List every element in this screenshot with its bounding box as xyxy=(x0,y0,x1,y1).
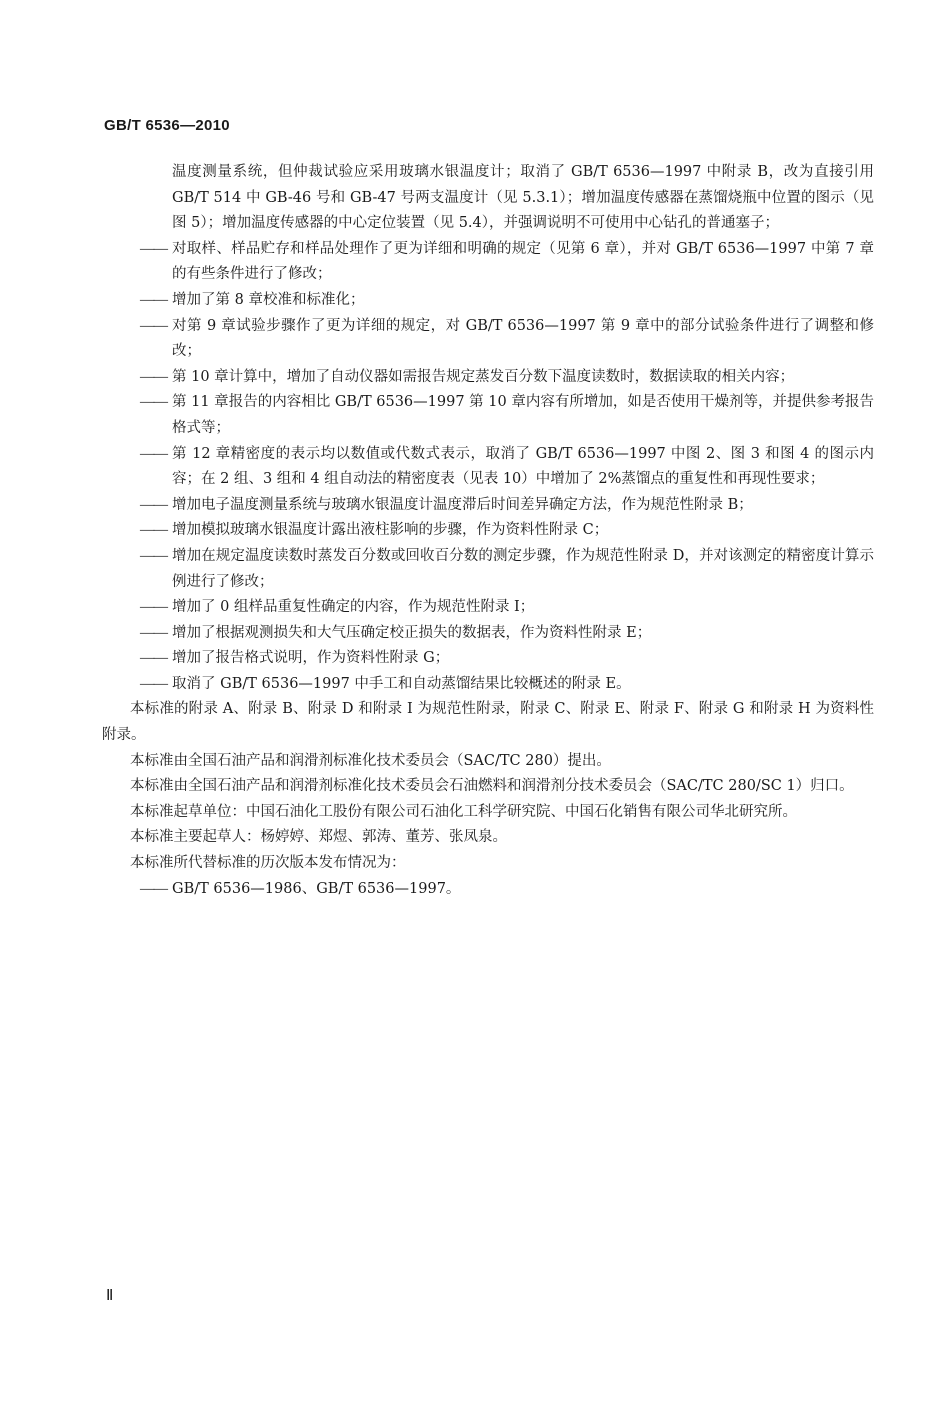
dash-marker: —— xyxy=(140,496,167,513)
page-number: Ⅱ xyxy=(106,1288,114,1304)
dash-marker: —— xyxy=(140,394,167,411)
change-text: 第 12 章精密度的表示均以数值或代数式表示，取消了 GB/T 6536—1997 中图 2、图 3 和图 4 的图示内容；在 2 组、3 组和 4 组自动法的精密度表（见表 10）中增加了 2%蒸馏点的重复性和再现性要求； xyxy=(172,445,874,488)
change-text: 第 10 章计算中，增加了自动仪器如需报告规定蒸发百分数下温度读数时，数据读取的相关内容； xyxy=(172,368,795,385)
continuation-paragraph: 温度测量系统，但仲裁试验应采用玻璃水银温度计；取消了 GB/T 6536—1997 中附录 B，改为直接引用 GB/T 514 中 GB-46 号和 GB-47 号两支温度计（见 5.3.1）；增加温度传感器在蒸馏烧瓶中位置的图示（见图 5）；增加温度传感器的中心定位装置（见 5.4），并强调说明不可使用中心钻孔的普通塞子； xyxy=(172,164,874,232)
change-text: 取消了 GB/T 6536—1997 中手工和自动蒸馏结果比较概述的附录 E。 xyxy=(172,675,631,692)
change-item xyxy=(140,621,874,647)
change-text: 第 11 章报告的内容相比 GB/T 6536—1997 第 10 章内容有所增加，如是否使用干燥剂等，并提供参考报告格式等； xyxy=(172,394,874,436)
change-item xyxy=(140,237,874,288)
dash-marker: —— xyxy=(140,368,167,385)
change-text: 增加在规定温度读数时蒸发百分数或回收百分数的测定步骤，作为规范性附录 D，并对该测定的精密度计算示例进行了修改； xyxy=(172,547,874,590)
change-text: 对取样、样品贮存和样品处理作了更为详细和明确的规定（见第 6 章），并对 GB/T 6536—1997 中第 7 章的有些条件进行了修改； xyxy=(172,240,874,283)
change-text: 增加了第 8 章校准和标准化； xyxy=(172,291,365,308)
change-text: 增加了 0 组样品重复性确定的内容，作为规范性附录 I； xyxy=(172,599,535,616)
history-intro-paragraph: 本标准所代替标准的历次版本发布情况为： xyxy=(130,855,406,872)
change-item xyxy=(140,544,874,595)
dash-marker: —— xyxy=(140,522,167,539)
standard-id-header: GB/T 6536—2010 xyxy=(104,117,230,134)
change-item xyxy=(140,390,874,441)
change-item xyxy=(140,646,874,672)
change-text: 对第 9 章试验步骤作了更为详细的规定，对 GB/T 6536—1997 第 9 章中的部分试验条件进行了调整和修改； xyxy=(172,317,874,360)
change-item xyxy=(140,518,874,544)
drafters-paragraph: 本标准主要起草人：杨婷婷、郑煜、郭涛、董芳、张凤泉。 xyxy=(130,829,507,846)
drafting-units-paragraph: 本标准起草单位：中国石油化工股份有限公司石油化工科学研究院、中国石化销售有限公司华北研究所。 xyxy=(130,803,797,820)
dash-marker: —— xyxy=(140,240,167,257)
dash-marker: —— xyxy=(140,317,167,334)
dash-marker: —— xyxy=(140,650,167,667)
change-text: 增加模拟玻璃水银温度计露出液柱影响的步骤，作为资料性附录 C； xyxy=(172,522,609,539)
change-item xyxy=(140,442,874,493)
appendix-types-paragraph: 本标准的附录 A、附录 B、附录 D 和附录 I 为规范性附录，附录 C、附录 E、附录 F、附录 G 和附录 H 为资料性附录。 xyxy=(102,701,874,744)
change-item xyxy=(140,493,874,519)
change-item xyxy=(140,314,874,365)
change-text: 增加电子温度测量系统与玻璃水银温度计温度滞后时间差异确定方法，作为规范性附录 B； xyxy=(172,496,753,513)
foreword-body xyxy=(102,160,874,902)
dash-marker: —— xyxy=(140,547,167,564)
dash-marker: —— xyxy=(140,675,167,692)
dash-marker: —— xyxy=(140,880,167,897)
jurisdiction-paragraph: 本标准由全国石油产品和润滑剂标准化技术委员会石油燃料和润滑剂分技术委员会（SAC/TC 280/SC 1）归口。 xyxy=(130,778,854,795)
change-item xyxy=(140,595,874,621)
dash-marker: —— xyxy=(140,624,167,641)
proposed-by-paragraph: 本标准由全国石油产品和润滑剂标准化技术委员会（SAC/TC 280）提出。 xyxy=(130,752,611,769)
change-text: 增加了根据观测损失和大气压确定校正损失的数据表，作为资料性附录 E； xyxy=(172,624,652,641)
history-item xyxy=(140,877,874,903)
dash-marker: —— xyxy=(140,599,167,616)
change-item xyxy=(140,365,874,391)
dash-marker: —— xyxy=(140,291,167,308)
change-text: 增加了报告格式说明，作为资料性附录 G； xyxy=(172,650,450,667)
dash-marker: —— xyxy=(140,445,167,462)
change-item xyxy=(140,288,874,314)
history-text: GB/T 6536—1986、GB/T 6536—1997。 xyxy=(172,880,461,897)
change-item xyxy=(140,672,874,698)
